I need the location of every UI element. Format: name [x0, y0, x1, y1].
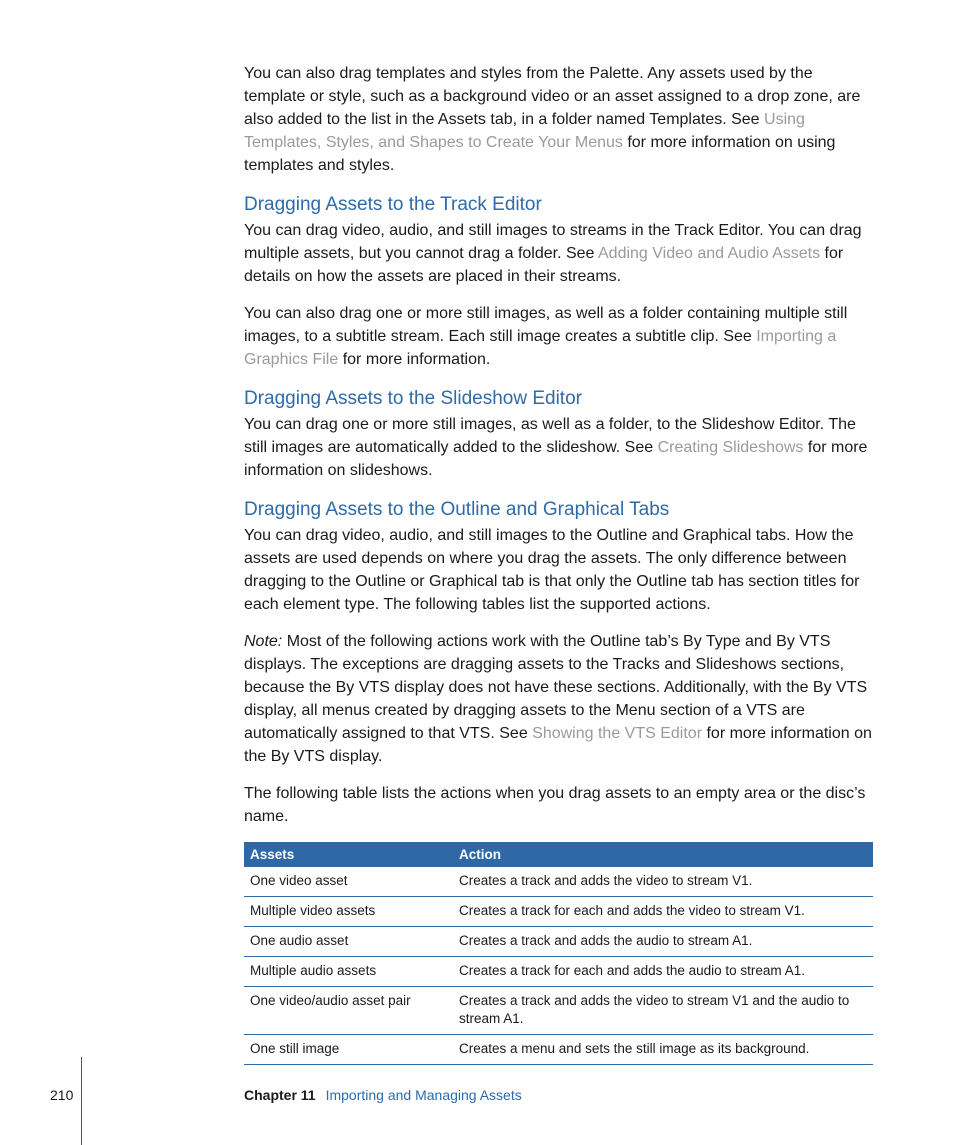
text: You can also drag templates and styles from the Palette. Any assets used by the template or style, such as a background video or an asset assigned to a drop zone, are also added to the list in the Assets tab, in a folder named Templates. See	[244, 65, 861, 128]
chapter-title: Importing and Managing Assets	[325, 1087, 522, 1103]
outline-paragraph-1: You can drag video, audio, and still images to the Outline and Graphical tabs. How the assets are used depends on where you drag the assets. The only difference between dragging to the Outline or Graphical tab is that only the Outline tab has section titles for each element type. The following tables list the supported actions.	[244, 527, 860, 613]
asset-cell: One still image	[244, 1035, 453, 1065]
text: for more information on using templates and styles.	[244, 134, 836, 174]
text: for more information.	[338, 351, 491, 368]
action-cell: Creates a track and adds the video to stream V1 and the audio to stream A1.	[453, 987, 873, 1035]
action-cell: Creates a track and adds the video to stream V1.	[453, 867, 873, 897]
slideshow-paragraph	[244, 413, 874, 482]
asset-cell: One video asset	[244, 867, 453, 897]
header-action: Action	[453, 842, 873, 867]
note-label: Note:	[244, 633, 283, 650]
text: You can drag one or more still images, as well as a folder, to the Slideshow Editor. The still images are automatically added to the slideshow. See	[244, 416, 856, 456]
table-row	[244, 927, 873, 957]
table-row	[244, 957, 873, 987]
table-row	[244, 1035, 873, 1065]
text: You can also drag one or more still images, as well as a folder containing multiple still images, to a subtitle stream. Each still image creates a subtitle clip. See	[244, 305, 848, 345]
track-paragraph-2	[244, 302, 874, 371]
link-adding-video-audio[interactable]: Adding Video and Audio Assets	[598, 245, 821, 262]
asset-cell: Multiple video assets	[244, 897, 453, 927]
page-number: 210	[50, 1087, 74, 1103]
footer-divider	[81, 1057, 82, 1145]
link-using-templates[interactable]: Using Templates, Styles, and Shapes to Create Your Menus	[244, 111, 805, 151]
page-content	[244, 62, 874, 1065]
link-importing-graphics[interactable]: Importing a Graphics File	[244, 328, 837, 368]
link-showing-vts-editor[interactable]: Showing the VTS Editor	[532, 725, 703, 742]
table-row	[244, 987, 873, 1035]
intro-paragraph	[244, 62, 874, 177]
action-cell: Creates a menu and sets the still image as its background.	[453, 1035, 873, 1065]
footer-chapter	[244, 1087, 522, 1103]
chapter-label: Chapter 11	[244, 1087, 316, 1103]
asset-cell: One audio asset	[244, 927, 453, 957]
action-cell: Creates a track and adds the audio to stream A1.	[453, 927, 873, 957]
table-header-row	[244, 842, 873, 867]
action-cell: Creates a track for each and adds the audio to stream A1.	[453, 957, 873, 987]
asset-cell: One video/audio asset pair	[244, 987, 453, 1035]
track-paragraph-1	[244, 219, 874, 288]
text: for more information on the By VTS display.	[244, 725, 872, 765]
text: for details on how the assets are placed in their streams.	[244, 245, 844, 285]
header-assets: Assets	[244, 842, 453, 867]
section-heading-slideshow-editor: Dragging Assets to the Slideshow Editor	[244, 388, 582, 409]
asset-cell: Multiple audio assets	[244, 957, 453, 987]
outline-paragraph-3: The following table lists the actions when you drag assets to an empty area or the disc’s name.	[244, 785, 866, 825]
text: Most of the following actions work with the Outline tab’s By Type and By VTS displays. The exceptions are dragging assets to the Tracks and Slideshows sections, because the By VTS display does not have these sections. Additionally, with the By VTS display, all menus created by dragging assets to the Menu section of a VTS are automatically assigned to that VTS. See	[244, 633, 868, 742]
section-heading-track-editor: Dragging Assets to the Track Editor	[244, 194, 542, 215]
table-row	[244, 867, 873, 897]
link-creating-slideshows[interactable]: Creating Slideshows	[657, 439, 804, 456]
table-row	[244, 897, 873, 927]
actions-table	[244, 842, 873, 1065]
text: You can drag video, audio, and still images to streams in the Track Editor. You can drag multiple assets, but you cannot drag a folder. See	[244, 222, 862, 262]
note-paragraph	[244, 630, 874, 768]
text: for more information on slideshows.	[244, 439, 868, 479]
action-cell: Creates a track for each and adds the video to stream V1.	[453, 897, 873, 927]
section-heading-outline-graphical: Dragging Assets to the Outline and Graphical Tabs	[244, 499, 670, 520]
